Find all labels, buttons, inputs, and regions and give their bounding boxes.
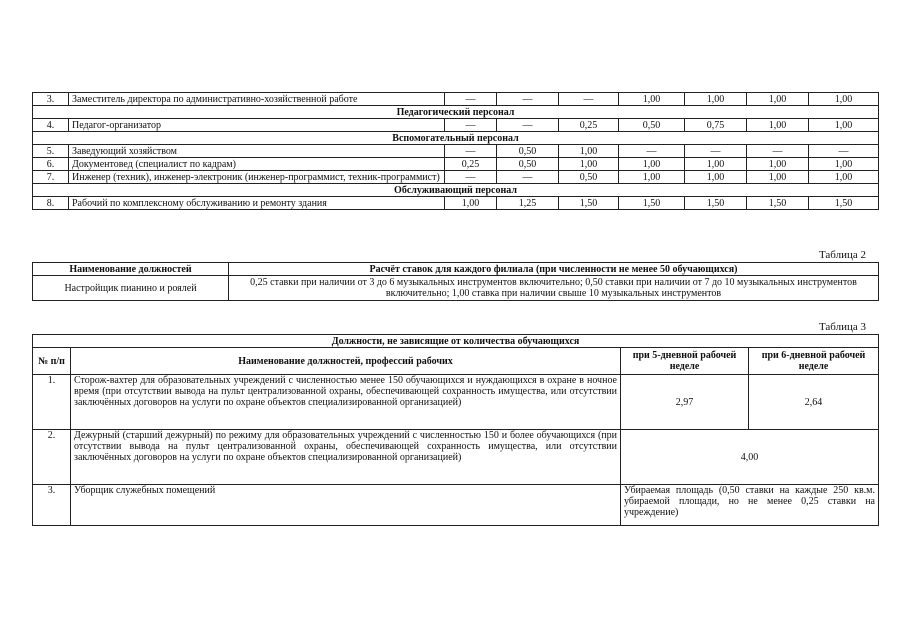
staffing-table-1 bbox=[32, 92, 879, 210]
row-number: 7. bbox=[33, 171, 69, 184]
rate-cell: 1,00 bbox=[619, 171, 685, 184]
rate-cell: 0,50 bbox=[559, 171, 619, 184]
table3-title: Должности, не зависящие от количества обучающихся bbox=[33, 335, 879, 348]
rate-cell: 1,00 bbox=[747, 158, 809, 171]
rate-cell: 1,00 bbox=[685, 158, 747, 171]
rate-cell: — bbox=[559, 93, 619, 106]
position-name: Педагог-организатор bbox=[69, 119, 445, 132]
position-name: Сторож-вахтер для образовательных учреждений с численностью менее 150 обучающихся и нуждающихся в охране в ночное время (при отсутствии вывода на пульт централизованной охраны, обеспечивающей сохранность имущества, или отсутствии заключённых договоров на услуги по охране объектов специализированной организацией) bbox=[71, 375, 621, 430]
table-row bbox=[33, 430, 879, 485]
rate-5day: 2,97 bbox=[621, 375, 749, 430]
position-name: Заведующий хозяйством bbox=[69, 145, 445, 158]
table-row bbox=[33, 119, 879, 132]
rate-cell: 1,00 bbox=[809, 171, 879, 184]
rate-cell: 0,25 bbox=[445, 158, 497, 171]
rate-cell: 1,00 bbox=[445, 197, 497, 210]
rate-cell: 1,00 bbox=[809, 119, 879, 132]
position-name: Рабочий по комплексному обслуживанию и ремонту здания bbox=[69, 197, 445, 210]
rate-cell: 1,50 bbox=[809, 197, 879, 210]
row-number: 3. bbox=[33, 93, 69, 106]
table-row bbox=[33, 145, 879, 158]
rate-cell: 0,50 bbox=[619, 119, 685, 132]
rate-cell: — bbox=[497, 171, 559, 184]
rate-cell: 0,50 bbox=[497, 145, 559, 158]
table2-row-calc: 0,25 ставки при наличии от 3 до 6 музыкальных инструментов включительно; 0,50 ставки при наличии от 7 до 10 музыкальных инструментов включительно; 1,00 ставка при наличии свыше 10 музыкальных инструментов bbox=[229, 276, 879, 301]
table-row bbox=[33, 485, 879, 526]
rate-cell: — bbox=[809, 145, 879, 158]
rate-cell: 1,25 bbox=[497, 197, 559, 210]
rate-cell: 1,00 bbox=[747, 171, 809, 184]
row-number: 6. bbox=[33, 158, 69, 171]
row-number: 2. bbox=[33, 430, 71, 485]
table2-header-name: Наименование должностей bbox=[33, 263, 229, 276]
rate-cell: 1,50 bbox=[747, 197, 809, 210]
rate-cell: 1,00 bbox=[559, 158, 619, 171]
rate-merged: 4,00 bbox=[621, 430, 879, 485]
position-name: Заместитель директора по административно-хозяйственной работе bbox=[69, 93, 445, 106]
rate-cell: — bbox=[445, 145, 497, 158]
rate-cell: 1,00 bbox=[747, 93, 809, 106]
section-row bbox=[33, 184, 879, 197]
section-title: Педагогический персонал bbox=[33, 106, 879, 119]
rate-cell: 1,00 bbox=[747, 119, 809, 132]
rate-cell: 1,00 bbox=[619, 93, 685, 106]
rate-cell: — bbox=[619, 145, 685, 158]
section-row bbox=[33, 106, 879, 119]
table2-row-name: Настройщик пианино и роялей bbox=[33, 276, 229, 301]
position-name: Уборщик служебных помещений bbox=[71, 485, 621, 526]
rate-cell: 1,00 bbox=[559, 145, 619, 158]
rate-cell: 1,00 bbox=[685, 93, 747, 106]
rate-cell: 1,50 bbox=[559, 197, 619, 210]
rate-cell: 1,50 bbox=[619, 197, 685, 210]
rate-cell: 0,50 bbox=[497, 158, 559, 171]
position-name: Дежурный (старший дежурный) по режиму для образовательных учреждений с численностью 150 и более обучающихся (при отсутствии вывода на пульт централизованной охраны, обеспечивающей сохранность имущества, или отсутствии заключённых договоров на услуги по охране объектов специализированной организацией) bbox=[71, 430, 621, 485]
rate-cell: — bbox=[497, 93, 559, 106]
position-name: Инженер (техник), инженер-электроник (инженер-программист, техник-программист) bbox=[69, 171, 445, 184]
table2-caption: Таблица 2 bbox=[818, 249, 866, 261]
rate-cell: 1,00 bbox=[809, 93, 879, 106]
staffing-table-3 bbox=[32, 334, 879, 526]
rate-cell: — bbox=[685, 145, 747, 158]
position-name: Документовед (специалист по кадрам) bbox=[69, 158, 445, 171]
row-number: 1. bbox=[33, 375, 71, 430]
rate-cell: — bbox=[445, 93, 497, 106]
rate-merged: Убираемая площадь (0,50 ставки на каждые 250 кв.м. убираемой площади, но не менее 0,25 ставки на учреждение) bbox=[621, 485, 879, 526]
table-row bbox=[33, 375, 879, 430]
staffing-table-2 bbox=[32, 262, 879, 301]
row-number: 3. bbox=[33, 485, 71, 526]
table3-header-6day: при 6-дневной рабочей неделе bbox=[749, 348, 879, 375]
rate-cell: 1,00 bbox=[809, 158, 879, 171]
table-row bbox=[33, 197, 879, 210]
table3-header-name: Наименование должностей, профессий рабочих bbox=[71, 348, 621, 375]
rate-cell: 0,25 bbox=[559, 119, 619, 132]
table3-header-5day: при 5-дневной рабочей неделе bbox=[621, 348, 749, 375]
section-title: Обслуживающий персонал bbox=[33, 184, 879, 197]
rate-cell: 1,00 bbox=[685, 171, 747, 184]
rate-cell: 1,50 bbox=[685, 197, 747, 210]
rate-cell: — bbox=[445, 171, 497, 184]
rate-cell: — bbox=[747, 145, 809, 158]
table-row bbox=[33, 158, 879, 171]
row-number: 8. bbox=[33, 197, 69, 210]
table-row bbox=[33, 93, 879, 106]
section-row bbox=[33, 132, 879, 145]
row-number: 5. bbox=[33, 145, 69, 158]
rate-cell: 0,75 bbox=[685, 119, 747, 132]
rate-cell: — bbox=[445, 119, 497, 132]
table2-header-calc: Расчёт ставок для каждого филиала (при численности не менее 50 обучающихся) bbox=[229, 263, 879, 276]
rate-cell: 1,00 bbox=[619, 158, 685, 171]
section-title: Вспомогательный персонал bbox=[33, 132, 879, 145]
rate-6day: 2,64 bbox=[749, 375, 879, 430]
table-row bbox=[33, 171, 879, 184]
rate-cell: — bbox=[497, 119, 559, 132]
table3-header-num: № п/п bbox=[33, 348, 71, 375]
table3-caption: Таблица 3 bbox=[818, 321, 866, 333]
row-number: 4. bbox=[33, 119, 69, 132]
